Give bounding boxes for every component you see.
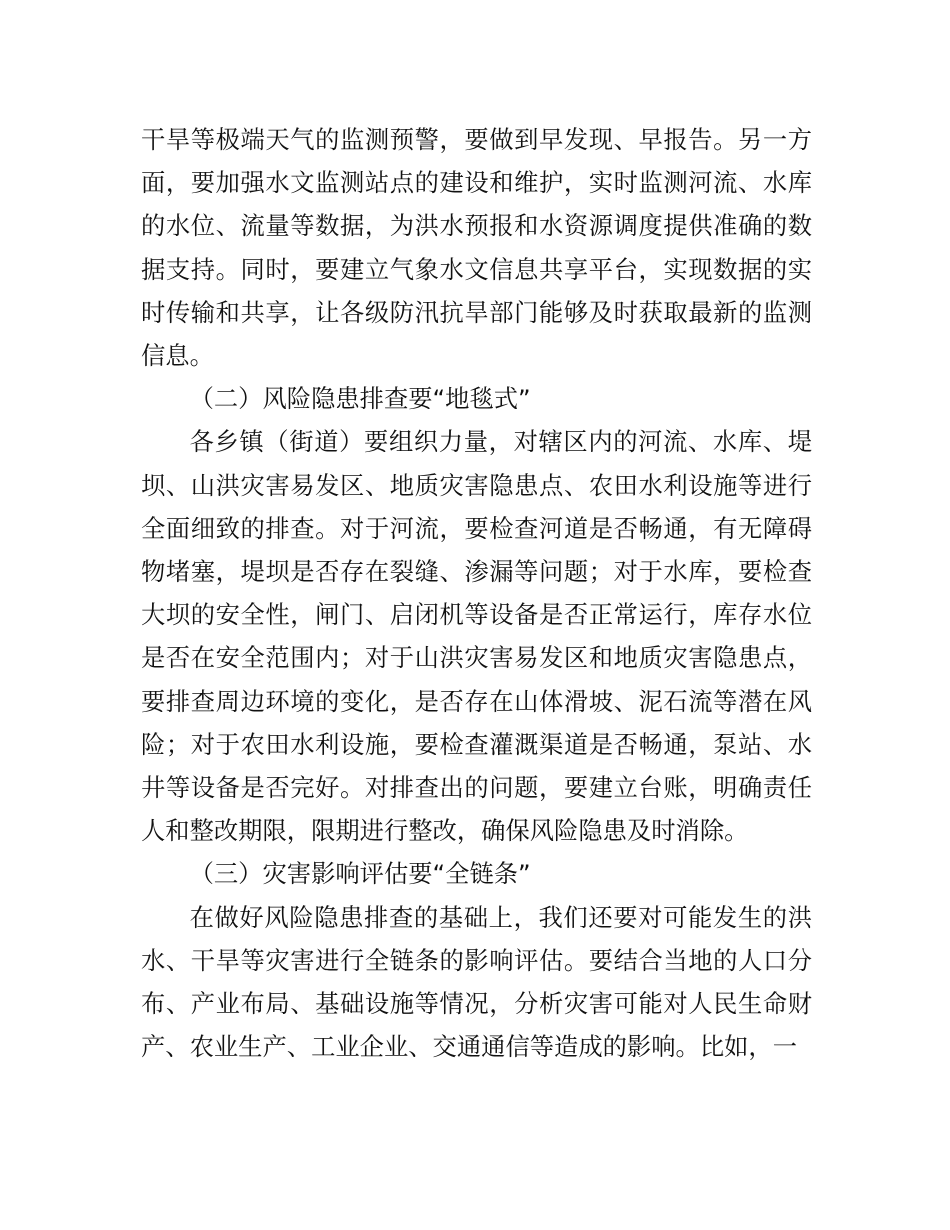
document-body [141, 118, 812, 1068]
section-heading: （二）风险隐患排查要“地毯式” [189, 384, 531, 414]
section-heading: （三）灾害影响评估要“全链条” [189, 859, 531, 889]
body-paragraph: 各乡镇（街道）要组织力量，对辖区内的河流、水库、堤坝、山洪灾害易发区、地质灾害隐患点、农田水利设施等进行全面细致的排查。对于河流，要检查河道是否畅通，有无障碍物堵塞，堤坝是否存在裂缝、渗漏等问题；对于水库，要检查大坝的安全性，闸门、启闭机等设备是否正常运行，库存水位是否在安全范围内；对于山洪灾害易发区和地质灾害隐患点，要排查周边环境的变化，是否存在山体滑坡、泥石流等潜在风险；对于农田水利设施，要检查灌溉渠道是否畅通，泵站、水井等设备是否完好。对排查出的问题，要建立台账，明确责任人和整改期限，限期进行整改，确保风险隐患及时消除。 [141, 427, 812, 846]
body-paragraph: 干旱等极端天气的监测预警，要做到早发现、早报告。另一方面，要加强水文监测站点的建设和维护，实时监测河流、水库的水位、流量等数据，为洪水预报和水资源调度提供准确的数据支持。同时，要建立气象水文信息共享平台，实现数据的实时传输和共享，让各级防汛抗旱部门能够及时获取最新的监测信息。 [141, 125, 812, 371]
body-paragraph: 在做好风险隐患排查的基础上，我们还要对可能发生的洪水、干旱等灾害进行全链条的影响评估。要结合当地的人口分布、产业布局、基础设施等情况，分析灾害可能对人民生命财产、农业生产、工业企业、交通通信等造成的影响。比如，一 [141, 902, 812, 1062]
